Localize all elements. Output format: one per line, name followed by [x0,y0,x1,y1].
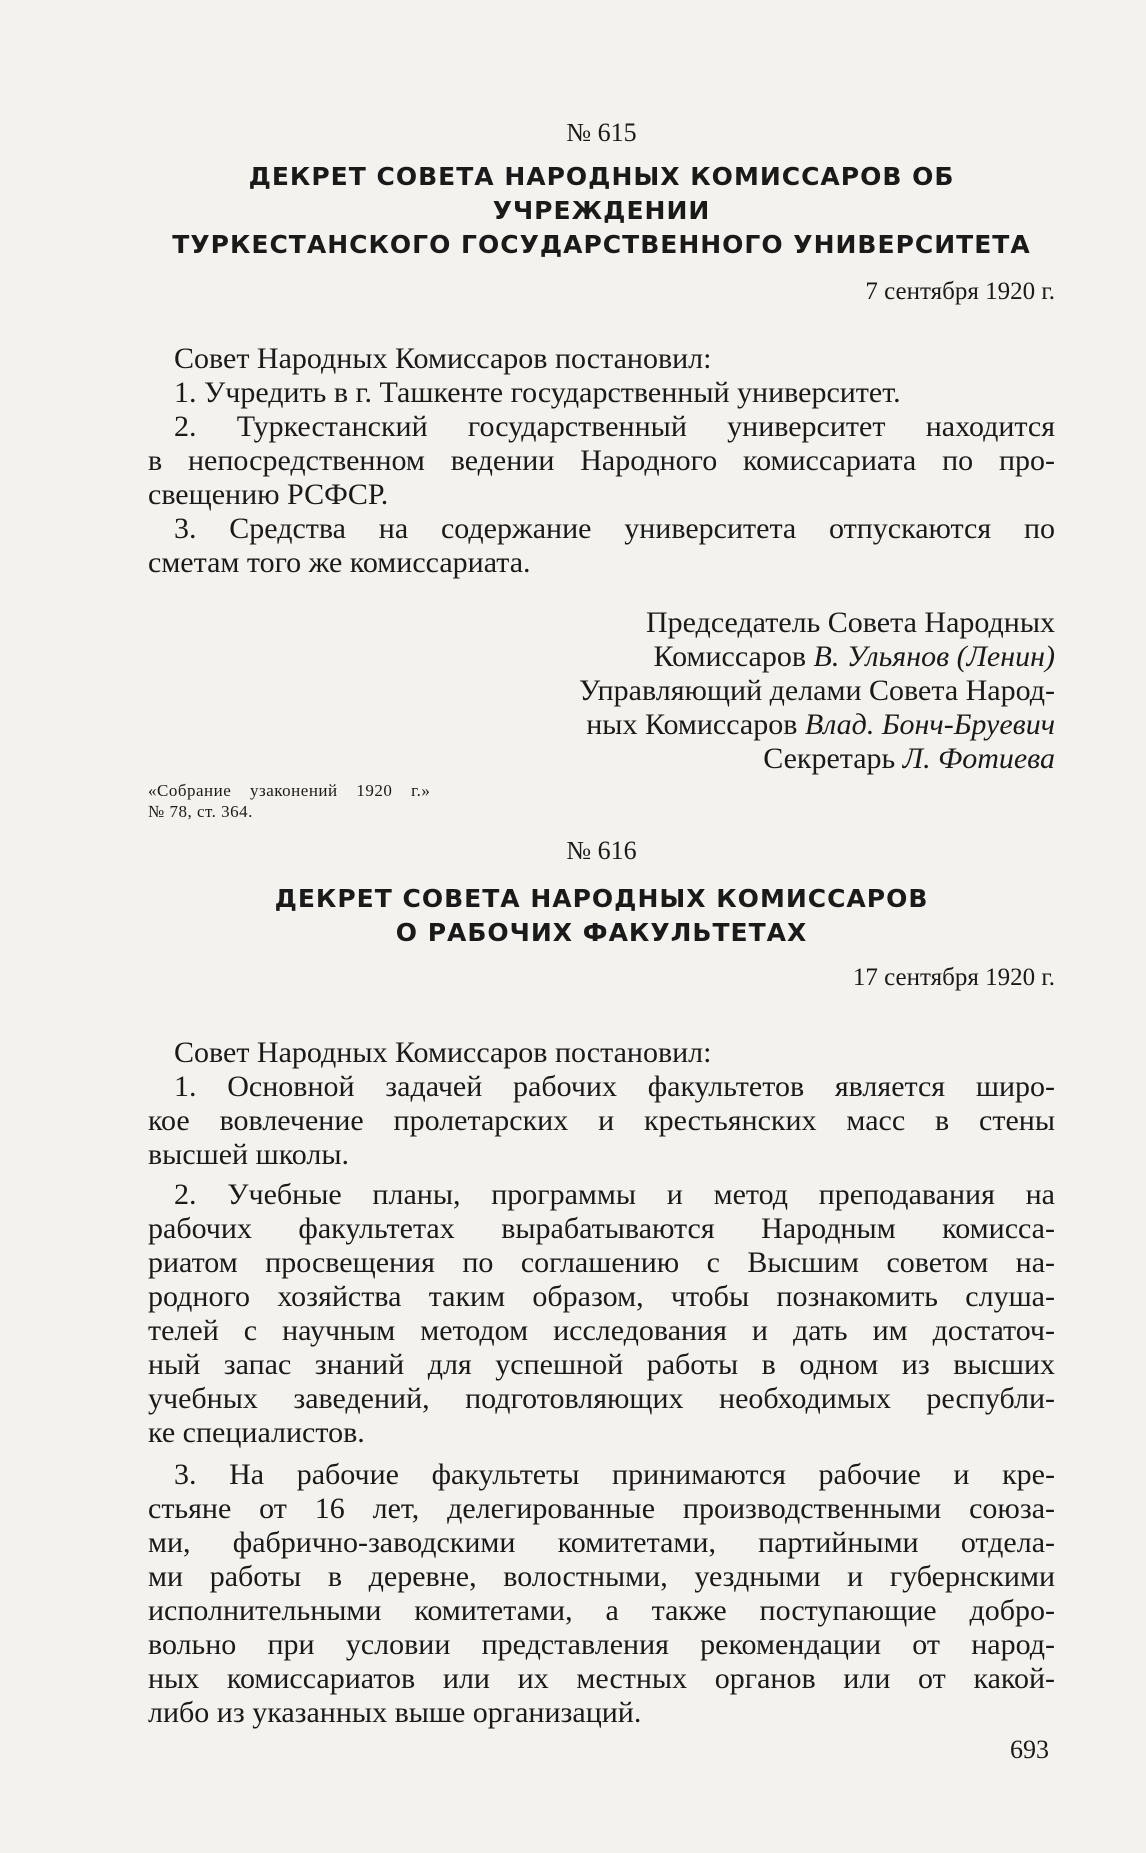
body-line: Совет Народных Комиссаров постановил: [174,1036,712,1069]
decree-body [148,342,1055,580]
decree-616 [148,836,1055,1730]
decree-title [148,882,1055,950]
body-line: рабочих факультетах вырабатываются Народным комисса- [148,1212,1055,1245]
body-line: стьяне от 16 лет, делегированные производственными союза- [148,1492,1055,1525]
source-citation [148,780,1055,822]
decree-615 [148,118,1055,822]
source-line: № 78, ст. 364. [148,802,253,821]
decree-title-line: ДЕКРЕТ СОВЕТА НАРОДНЫХ КОМИССАРОВ [274,884,929,913]
body-line: Совет Народных Комиссаров постановил: [174,342,712,375]
signatures [148,606,1055,776]
decree-number: № 616 [566,836,637,865]
signature-line [148,640,1055,674]
decree-title-line: О РАБОЧИХ ФАКУЛЬТЕТАХ [395,918,808,947]
body-line: ных комиссариатов или их местных органов или от какой- [148,1662,1055,1695]
body-line: учебных заведений, подготовляющих необходимых республи- [148,1382,1055,1415]
body-line: вольно при условии представления рекомендации от народ- [148,1628,1055,1661]
body-line: в непосредственном ведении Народного комиссариата по про- [148,444,1055,477]
decree-title-line: ТУРКЕСТАНСКОГО ГОСУДАРСТВЕННОГО УНИВЕРСИТЕТА [172,230,1031,259]
body-line: кое вовлечение пролетарских и крестьянских масс в стены [148,1104,1055,1137]
document-page [148,118,1055,1730]
body-line: 2. Учебные планы, программы и метод преподавания на [174,1178,1055,1211]
body-line: 3. Средства на содержание университета отпускаются по [174,512,1055,545]
decree-date: 17 сентября 1920 г. [852,964,1055,991]
body-line: 1. Основной задачей рабочих факультетов является широ- [174,1070,1055,1103]
signature-line: Председатель Совета Народных [645,606,1055,639]
signature-role: Секретарь [763,742,903,775]
body-line: сметам того же комиссариата. [148,546,531,579]
body-line: либо из указанных выше организаций. [148,1696,642,1729]
signature-line [148,708,1055,742]
body-line: риатом просвещения по соглашению с Высшим советом на- [148,1246,1055,1279]
body-line: ми, фабрично-заводскими комитетами, партийными отдела- [148,1526,1055,1559]
body-line: ми работы в деревне, волостными, уездными и губернскими [148,1560,1055,1593]
signature-line [148,742,1055,776]
body-line: высшей школы. [148,1138,349,1171]
decree-title-line: ДЕКРЕТ СОВЕТА НАРОДНЫХ КОМИССАРОВ ОБ УЧРЕЖДЕНИИ [248,162,955,225]
source-line: «Собрание узаконений 1920 г.» [148,781,431,800]
body-line: ный запас знаний для успешной работы в одном из высших [148,1348,1055,1381]
body-line: исполнительными комитетами, а также поступающие добро- [148,1594,1055,1627]
decree-number: № 615 [566,118,637,147]
body-line: 3. На рабочие факультеты принимаются рабочие и кре- [174,1458,1055,1491]
decree-title [148,160,1055,262]
decree-date: 7 сентября 1920 г. [865,278,1055,305]
signature-role: Комиссаров [653,640,814,673]
body-line: ке специалистов. [148,1416,365,1449]
signature-role: ных Комиссаров [586,708,805,741]
body-line: свещению РСФСР. [148,478,389,511]
decree-body [148,1036,1055,1730]
signature-line: Управляющий делами Совета Народ- [578,674,1055,707]
body-line: 1. Учредить в г. Ташкенте государственный университет. [174,376,901,409]
signatory-name: Л. Фотиева [902,742,1055,775]
page-number: 693 [1010,1735,1049,1764]
signatory-name: В. Ульянов (Ленин) [813,640,1055,673]
body-line: телей с научным методом исследования и дать им достаточ- [148,1314,1055,1347]
body-line: 2. Туркестанский государственный университет находится [174,410,1055,443]
signatory-name: Влад. Бонч-Бруевич [804,708,1055,741]
body-line: родного хозяйства таким образом, чтобы познакомить слуша- [148,1280,1055,1313]
